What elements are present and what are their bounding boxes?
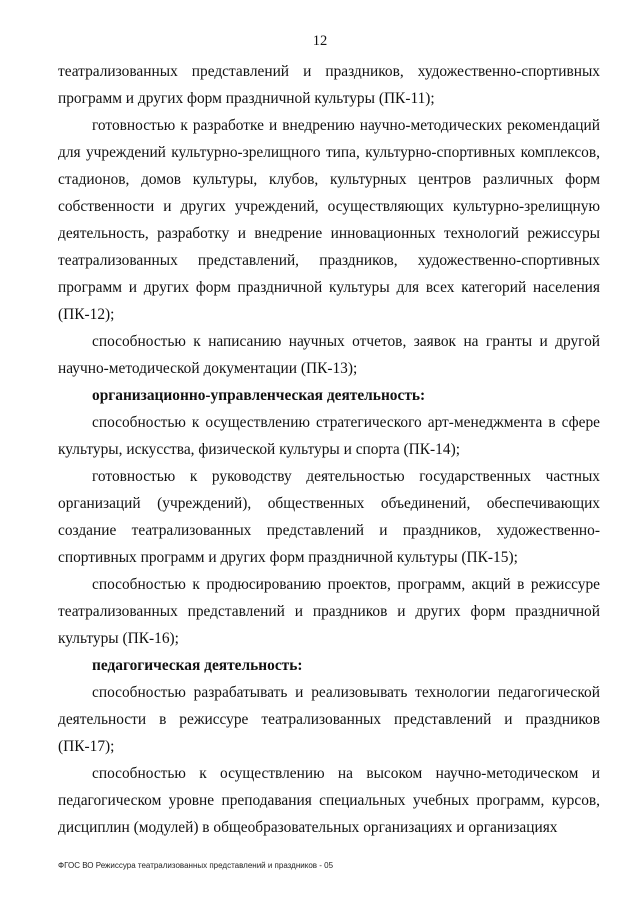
page-number: 12 xyxy=(312,33,328,49)
paragraph-pk14: способностью к осуществлению стратегического арт-менеджмента в сфере культуры, искусства, физической культуры и спорта (ПК-14); xyxy=(58,414,600,458)
section-heading-pedagogical: педагогическая деятельность: xyxy=(92,657,303,674)
page-body xyxy=(58,58,600,841)
paragraph-pk12: готовностью к разработке и внедрению научно-методических рекомендаций для учреждений культурно-зрелищного типа, культурно-спортивных комплексов, стадионов, домов культуры, клубов, культурных центров различных форм собственности и других учреждений, осуществляющих культурно-зрелищную деятельность, разработку и внедрение инновационных технологий режиссуры театрализованных представлений, праздников, художественно-спортивных программ и других форм праздничной культуры для всех категорий населения (ПК-12); xyxy=(58,117,600,323)
section-heading-organizational: организационно-управленческая деятельность: xyxy=(92,387,426,404)
paragraph-pk15: готовностью к руководству деятельностью государственных частных организаций (учреждений), общественных объединений, обеспечивающих создание театрализованных представлений и праздников, художественно-спортивных программ и других форм праздничной культуры (ПК-15); xyxy=(58,468,600,566)
paragraph-pk16: способностью к продюсированию проектов, программ, акций в режиссуре театрализованных представлений и праздников и других форм праздничной культуры (ПК-16); xyxy=(58,576,600,647)
paragraph-teaching: способностью к осуществлению на высоком научно-методическом и педагогическом уровне преподавания специальных учебных программ, курсов, дисциплин (модулей) в общеобразовательных организациях и организациях xyxy=(58,765,600,836)
paragraph-pk17: способностью разрабатывать и реализовывать технологии педагогической деятельности в режиссуре театрализованных представлений и праздников (ПК-17); xyxy=(58,684,600,755)
paragraph-pk11-continuation: театрализованных представлений и праздников, художественно-спортивных программ и других форм праздничной культуры (ПК-11); xyxy=(58,63,600,107)
page-footer: ФГОС ВО Режиссура театрализованных представлений и праздников - 05 xyxy=(58,861,334,870)
paragraph-pk13: способностью к написанию научных отчетов, заявок на гранты и другой научно-методической документации (ПК-13); xyxy=(58,333,600,377)
